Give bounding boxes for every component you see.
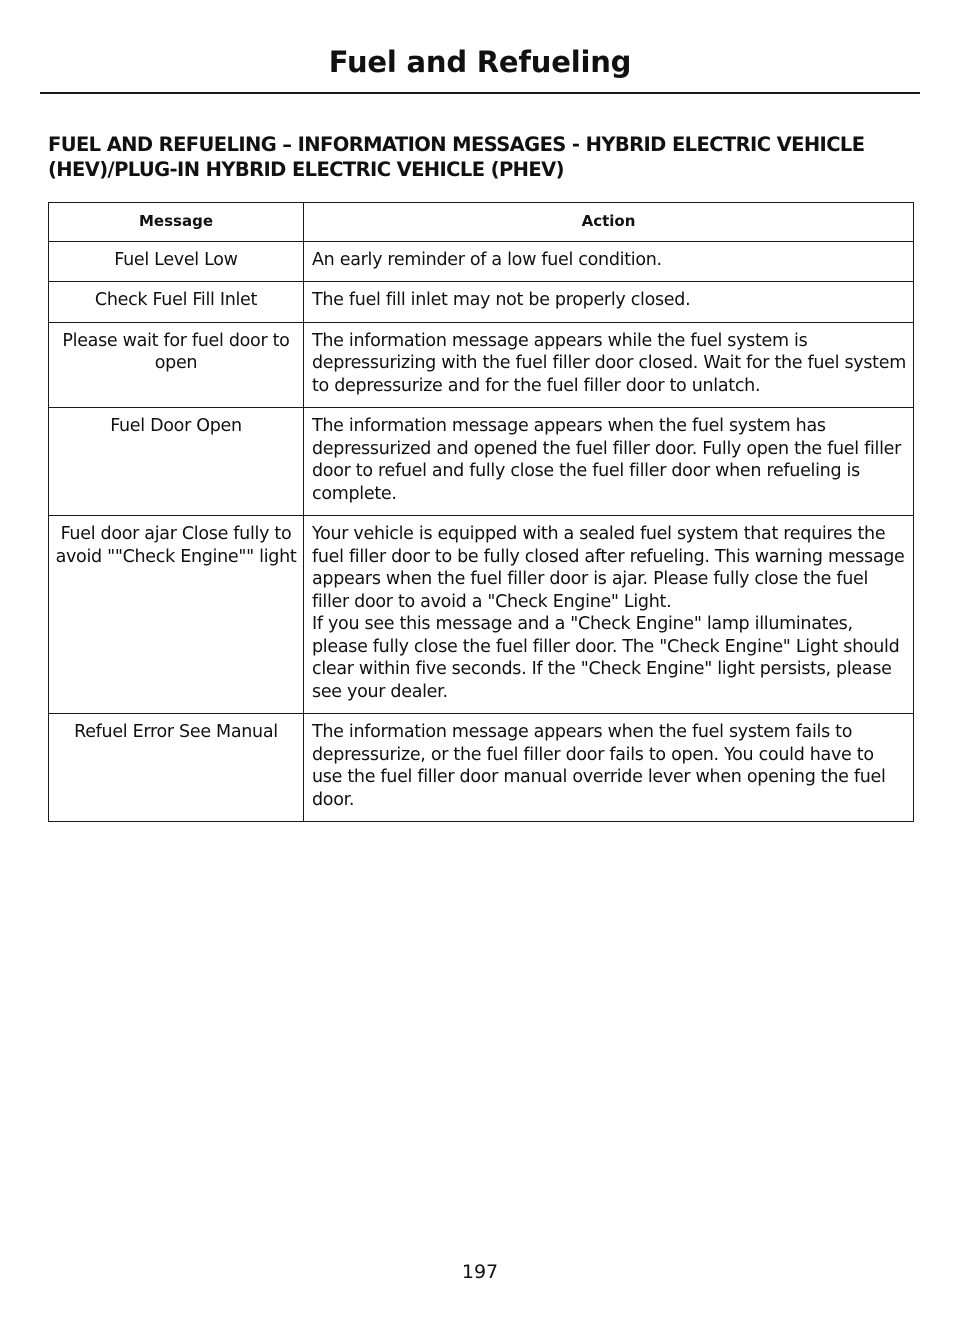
page-title: Fuel and Refueling [328,45,632,79]
information-messages-table [48,202,914,822]
page-header [40,40,920,94]
table-row [49,408,914,516]
table-row [49,516,914,714]
page-number: 197 [461,1261,499,1283]
column-header-action: Action [304,203,914,242]
message-cell: Check Fuel Fill Inlet [49,282,304,323]
action-cell: An early reminder of a low fuel condition. [304,241,914,282]
action-cell: The fuel fill inlet may not be properly closed. [304,282,914,323]
message-cell: Fuel Level Low [49,241,304,282]
table-row [49,714,914,822]
table-row [49,241,914,282]
message-cell: Refuel Error See Manual [49,714,304,822]
section-title: FUEL AND REFUELING – INFORMATION MESSAGES - HYBRID ELECTRIC VEHICLE (HEV)/PLUG-IN HYBRID ELECTRIC VEHICLE (PHEV) [48,133,865,181]
column-header-message: Message [49,203,304,242]
table-header-row [49,203,914,242]
action-paragraph: Your vehicle is equipped with a sealed fuel system that requires the fuel filler door to be fully closed after refueling. This warning message appears when the fuel filler door is ajar. Please fully close the fuel filler door to avoid a "Check Engine" Light. [312,524,905,612]
message-cell: Fuel Door Open [49,408,304,516]
message-cell: Fuel door ajar Close fully to avoid ""Check Engine"" light [49,516,304,714]
table-row [49,282,914,323]
message-cell: Please wait for fuel door to open [49,322,304,408]
action-cell: The information message appears when the fuel system fails to depressurize, or the fuel filler door fails to open. You could have to use the fuel filler door manual override lever when opening the fuel door. [304,714,914,822]
action-cell: The information message appears when the fuel system has depressurized and opened the fuel filler door. Fully open the fuel filler door to refuel and fully close the fuel filler door when refueling is complete. [304,408,914,516]
table-row [49,322,914,408]
action-paragraph: If you see this message and a "Check Engine" lamp illuminates, please fully close the fuel filler door. The "Check Engine" Light should clear within five seconds. If the "Check Engine" light persists, please see your dealer. [312,614,900,702]
action-cell: The information message appears while the fuel system is depressurizing with the fuel filler door closed. Wait for the fuel system to depressurize and for the fuel filler door to unlatch. [304,322,914,408]
action-cell [304,516,914,714]
